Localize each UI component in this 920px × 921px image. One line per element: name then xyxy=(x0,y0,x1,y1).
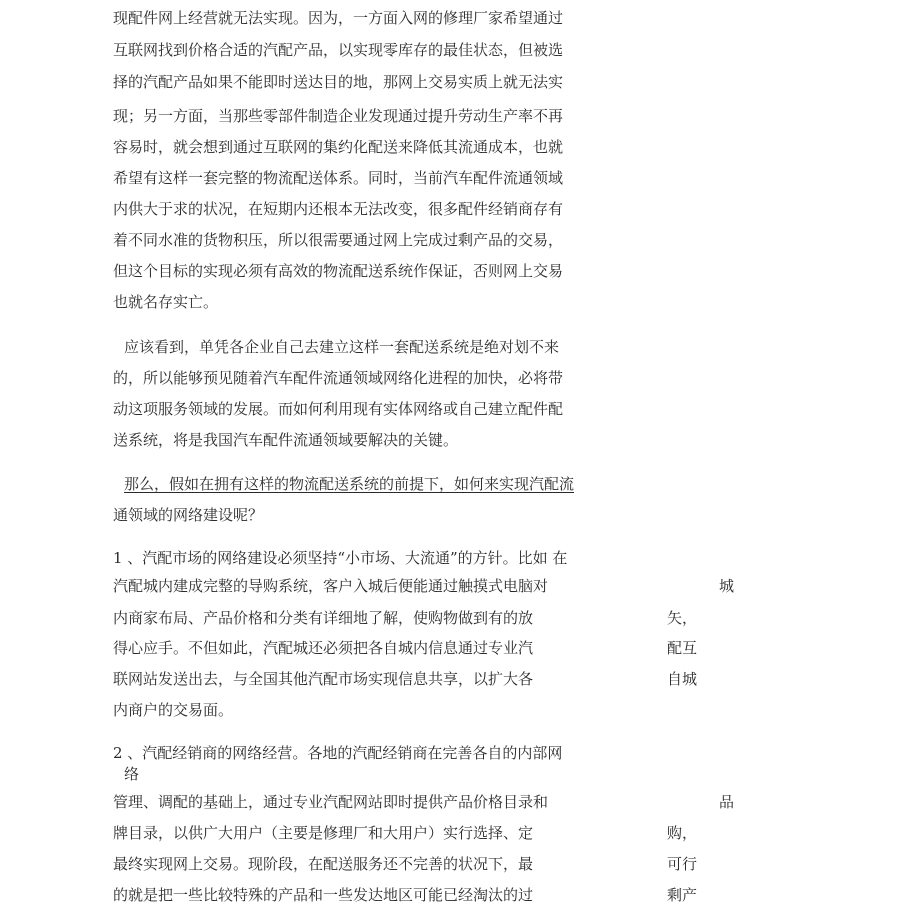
item2-side-text: 可行 xyxy=(667,855,698,873)
p1-line: 内供大于求的状况，在短期内还根本无法改变，很多配件经销商存有 xyxy=(113,200,564,218)
p1-line: 现；另一方面，当那些零部件制造企业发现通过提升劳动生产率不再 xyxy=(113,107,564,125)
item2-line: 最终实现网上交易。现阶段，在配送服务还不完善的状况下，最 xyxy=(113,855,534,873)
p1-line: 容易时，就会想到通过互联网的集约化配送来降低其流通成本，也就 xyxy=(113,138,564,156)
p3-line-underlined: 那么，假如在拥有这样的物流配送系统的前提下，如何来实现汽配流 xyxy=(124,475,575,493)
item1-line: 内商户的交易面。 xyxy=(113,701,234,719)
item2-line: 络 xyxy=(124,765,140,783)
item1-side-text: 自城 xyxy=(667,670,698,688)
p2-line: 的，所以能够预见随着汽车配件流通领域网络化进程的加快，必将带 xyxy=(113,369,564,387)
p1-line: 现配件网上经营就无法实现。因为，一方面入网的修理厂家希望通过 xyxy=(113,9,564,27)
p1-line: 但这个目标的实现必须有高效的物流配送系统作保证，否则网上交易 xyxy=(113,262,564,280)
item2-side-text: 剩产 xyxy=(667,886,698,904)
item1-line: 得心应手。不但如此，汽配城还必须把各自城内信息通过专业汽 xyxy=(113,639,534,657)
item2-line: 管理、调配的基础上，通过专业汽配网站即时提供产品价格目录和 xyxy=(113,793,549,811)
p1-line: 择的汽配产品如果不能即时送达目的地，那网上交易实质上就无法实 xyxy=(113,73,564,91)
p2-line: 送系统，将是我国汽车配件流通领域要解决的关键。 xyxy=(113,431,459,449)
item2-side-text: 品 xyxy=(719,793,735,811)
p2-line: 应该看到，单凭各企业自己去建立这样一套配送系统是绝对划不来 xyxy=(124,338,560,356)
item1-line: 内商家布局、产品价格和分类有详细地了解，使购物做到有的放 xyxy=(113,609,534,627)
p1-line: 着不同水准的货物积压，所以很需要通过网上完成过剩产品的交易， xyxy=(113,231,564,249)
item1-line: 1 、汽配市场的网络建设必须坚持“小市场、大流通”的方针。比如 在 xyxy=(113,549,568,567)
item1-side-text: 配互 xyxy=(667,639,698,657)
item1-side-text: 矢， xyxy=(667,609,698,627)
item1-side-text: 城 xyxy=(719,577,735,595)
p1-line: 也就名存实亡。 xyxy=(113,293,219,311)
item2-line: 的就是把一些比较特殊的产品和一些发达地区可能已经淘汰的过 xyxy=(113,886,534,904)
p1-line: 互联网找到价格合适的汽配产品，以实现零库存的最佳状态，但被选 xyxy=(113,41,564,59)
item2-line: 2 、汽配经销商的网络经营。各地的汽配经销商在完善各自的内部网 xyxy=(113,744,563,762)
item2-side-text: 购， xyxy=(667,824,698,842)
p3-line: 通领域的网络建设呢？ xyxy=(113,506,264,524)
item2-line: 牌目录，以供广大用户（主要是修理厂和大用户）实行选择、定 xyxy=(113,824,534,842)
p2-line: 动这项服务领域的发展。而如何利用现有实体网络或自己建立配件配 xyxy=(113,400,564,418)
item1-line: 汽配城内建成完整的导购系统，客户入城后便能通过触摸式电脑对 xyxy=(113,577,549,595)
item1-line: 联网站发送出去，与全国其他汽配市场实现信息共享，以扩大各 xyxy=(113,670,534,688)
p1-line: 希望有这样一套完整的物流配送体系。同时，当前汽车配件流通领域 xyxy=(113,169,564,187)
